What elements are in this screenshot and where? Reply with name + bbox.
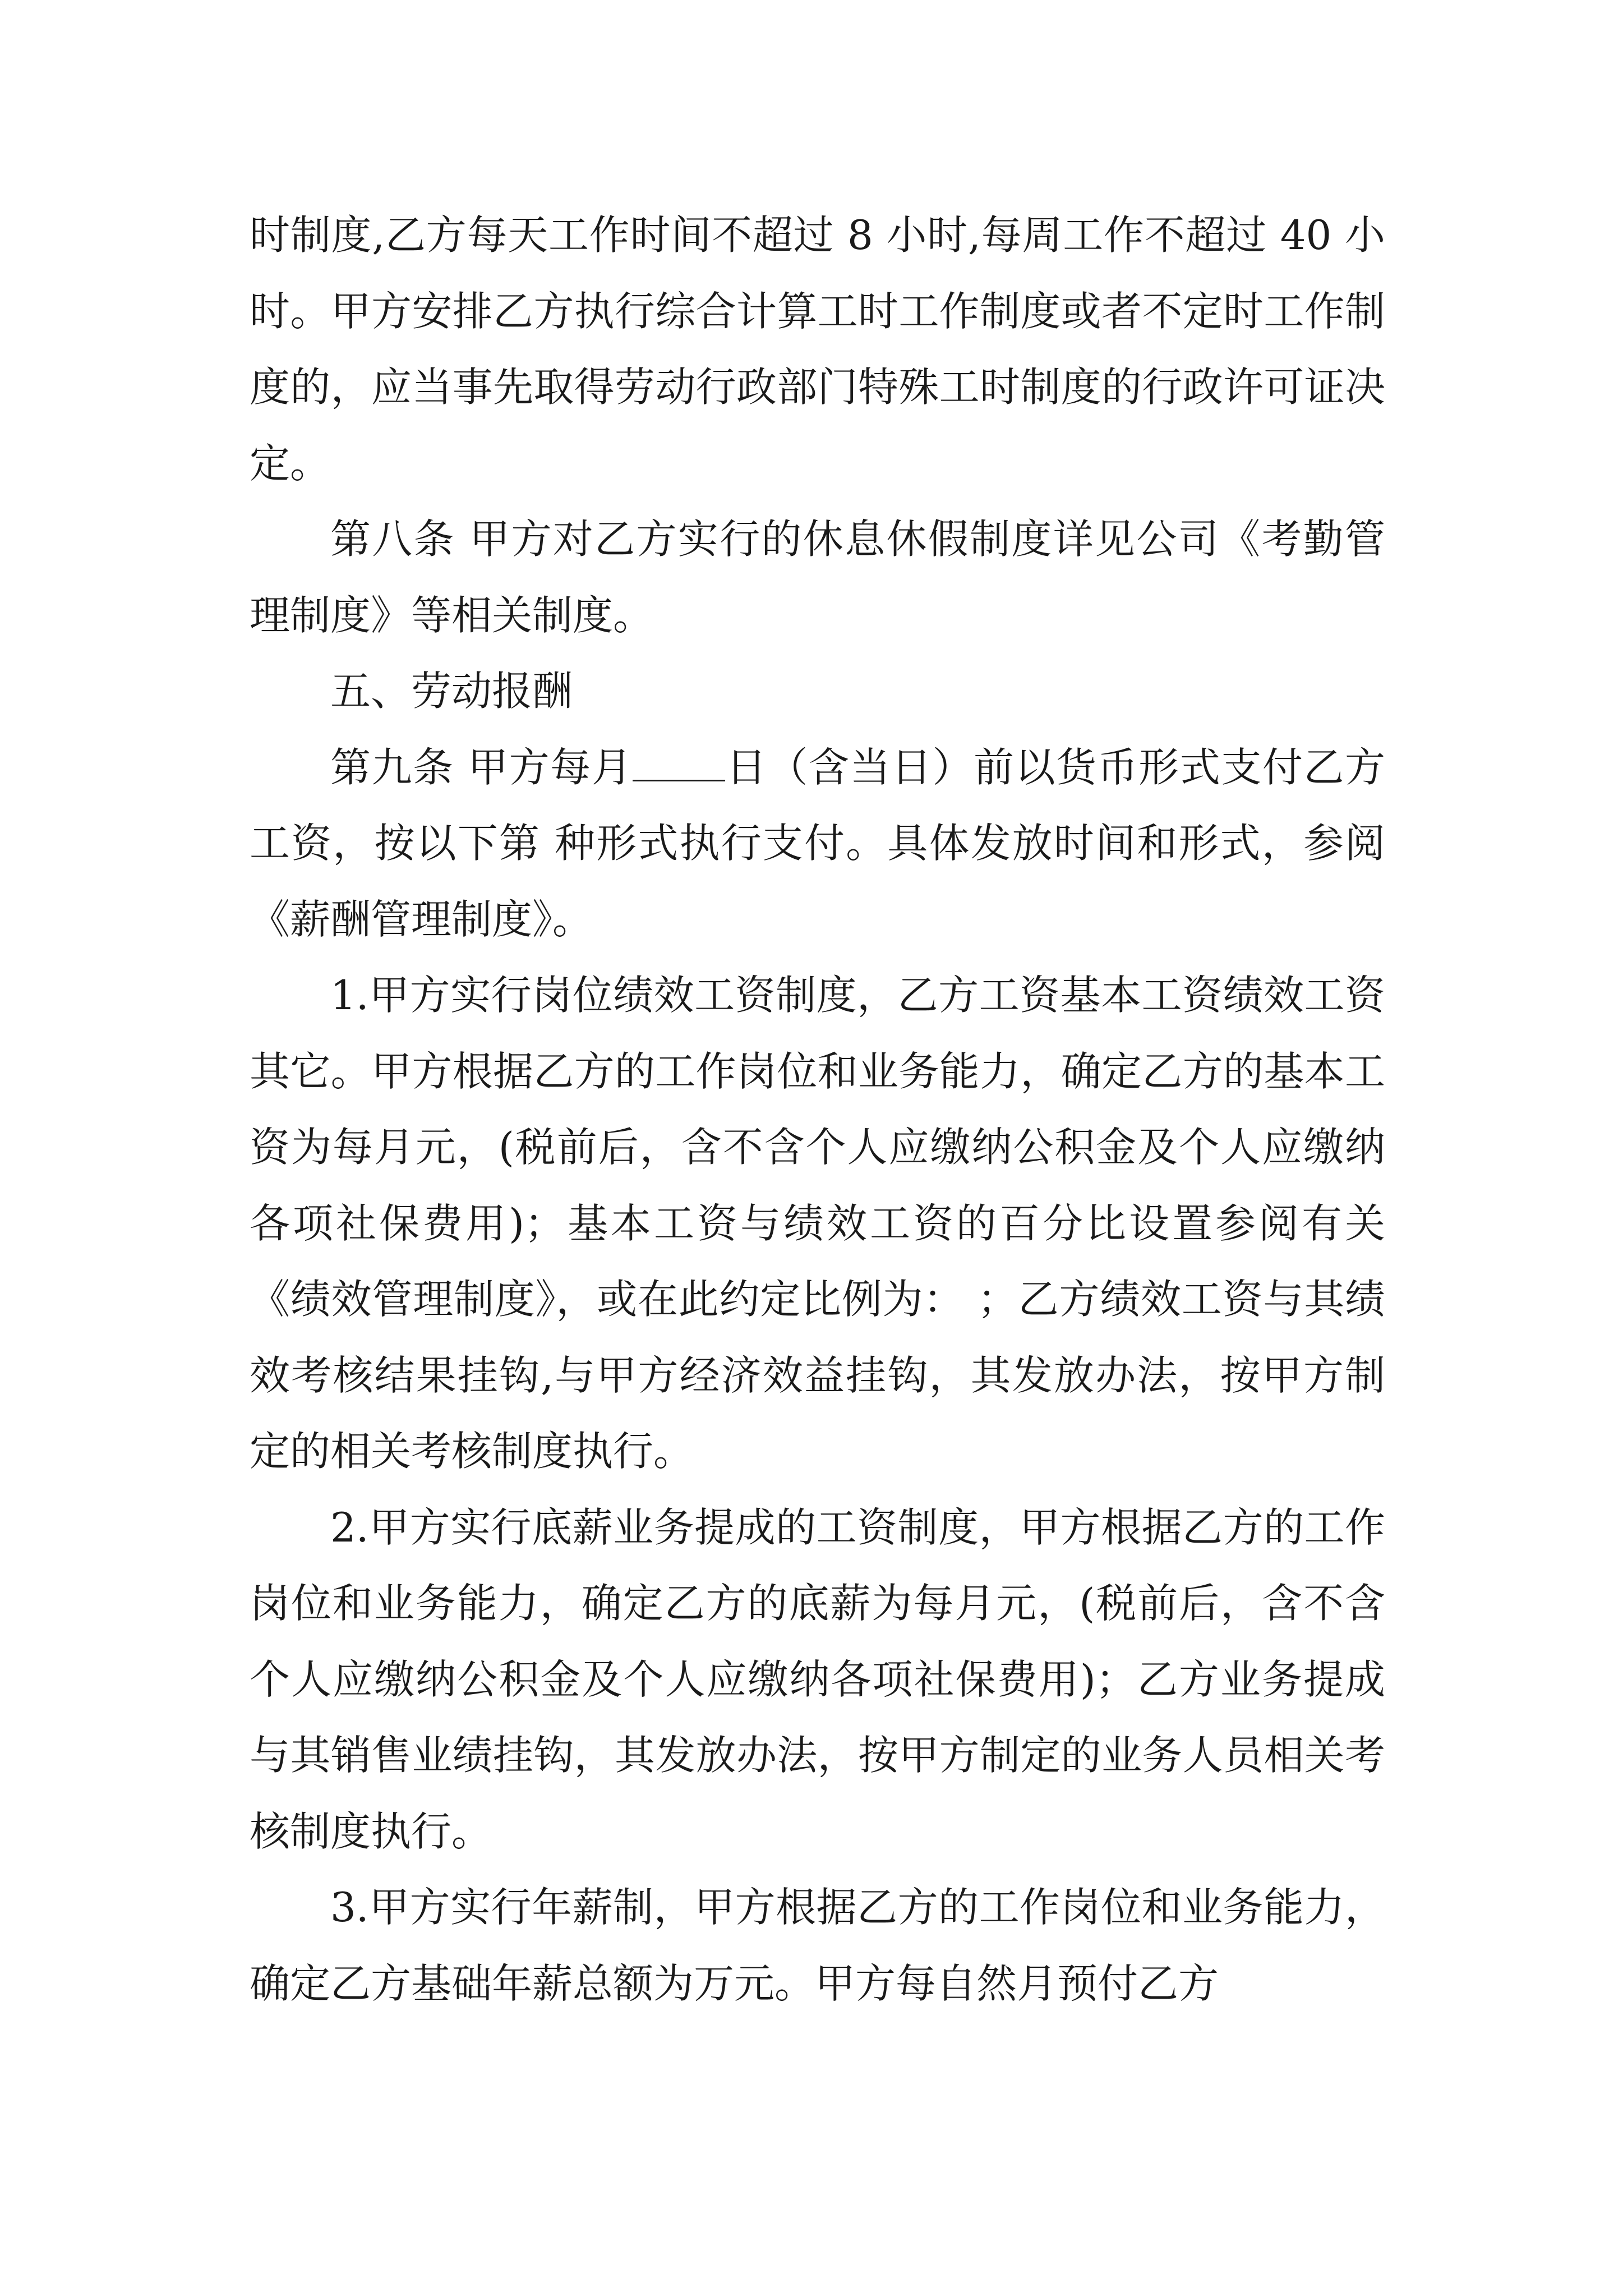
article-9-text-before-blank: 第九条 甲方每月 xyxy=(330,743,633,791)
document-body xyxy=(250,197,1385,2022)
paragraph-article-8: 第八条 甲方对乙方实行的休息休假制度详见公司《考勤管理制度》等相关制度。 xyxy=(250,516,1385,639)
pay-day-blank xyxy=(633,743,725,781)
paragraph-item-1: 1.甲方实行岗位绩效工资制度，乙方工资基本工资绩效工资其它。甲方根据乙方的工作岗位和业务能力，确定乙方的基本工资为每月元，(税前后，含不含个人应缴纳公积金及个人应缴纳各项社保费用)；基本工资与绩效工资的百分比设置参阅有关《绩效管理制度》，或在此约定比例为： ；乙方绩效工资与其绩效考核结果挂钩,与甲方经济效益挂钩，其发放办法，按甲方制定的相关考核制度执行。 xyxy=(250,972,1385,1475)
paragraph-article-9 xyxy=(250,730,1385,958)
paragraph-item-2: 2.甲方实行底薪业务提成的工资制度，甲方根据乙方的工作岗位和业务能力，确定乙方的底薪为每月元，(税前后，含不含个人应缴纳公积金及个人应缴纳各项社保费用)；乙方业务提成与其销售业绩挂钩，其发放办法，按甲方制定的业务人员相关考核制度执行。 xyxy=(250,1503,1385,1855)
paragraph-item-3: 3.甲方实行年薪制，甲方根据乙方的工作岗位和业务能力，确定乙方基础年薪总额为万元。甲方每自然月预付乙方 xyxy=(250,1884,1385,2007)
section-heading-compensation: 五、劳动报酬 xyxy=(330,668,573,715)
article-9-text-after-blank: 日（含当日）前以货币形式支付乙方工资，按以下第 种形式执行支付。具体发放时间和形式，参阅《薪酬管理制度》。 xyxy=(250,743,1385,943)
paragraph-work-hours: 时制度,乙方每天工作时间不超过 8 小时,每周工作不超过 40 小时。甲方安排乙方执行综合计算工时工作制度或者不定时工作制度的，应当事先取得劳动行政部门特殊工时制度的行政许可证决定。 xyxy=(250,211,1385,487)
